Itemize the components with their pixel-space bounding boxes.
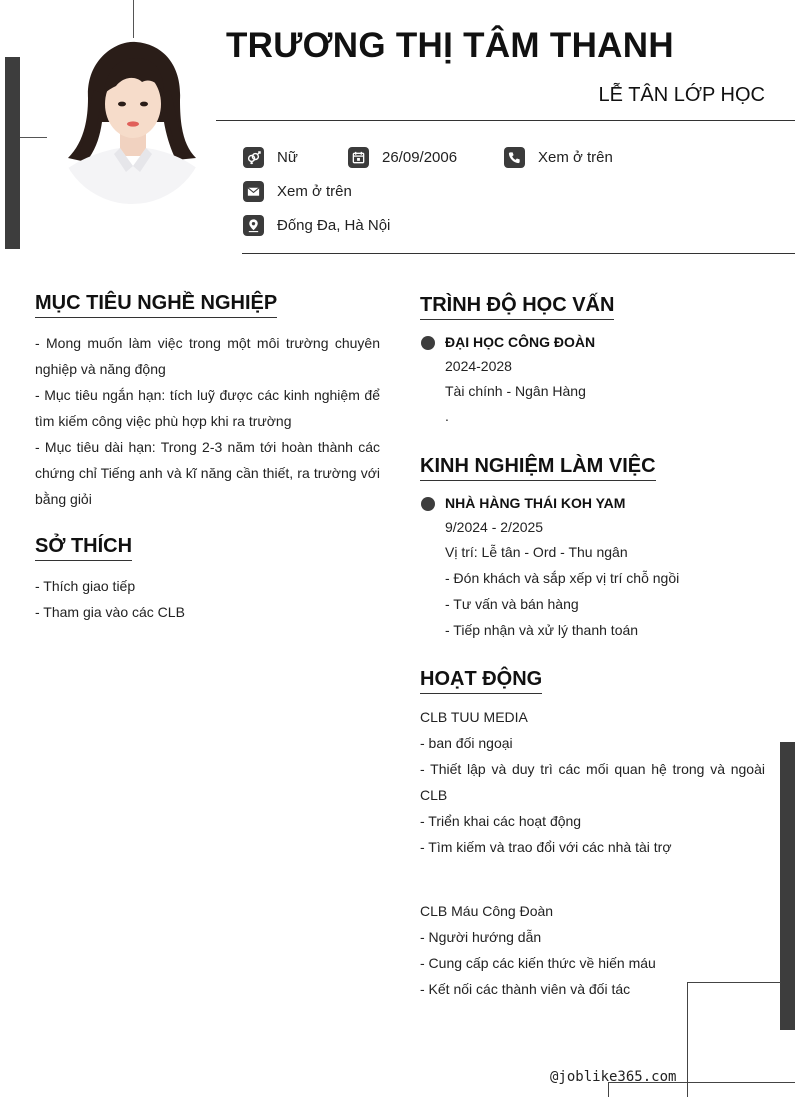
- club-line: - Cung cấp các kiến thức về hiến máu: [420, 955, 656, 971]
- left-accent-bar: [5, 57, 20, 249]
- candidate-name: TRƯƠNG THỊ TÂM THANH: [226, 26, 674, 65]
- club-line: - ban đối ngoại: [420, 735, 513, 751]
- company-name: NHÀ HÀNG THÁI KOH YAM: [445, 495, 626, 511]
- job-title: LỄ TÂN LỚP HỌC: [598, 84, 765, 106]
- education-period: 2024-2028: [445, 358, 512, 374]
- contact-rule: [242, 253, 795, 254]
- club-line: - Người hướng dẫn: [420, 929, 542, 945]
- phone-icon: [504, 147, 525, 168]
- experience-bullet: [421, 497, 435, 511]
- gender-icon: [243, 147, 264, 168]
- experience-heading: KINH NGHIỆM LÀM VIỆC: [420, 455, 656, 481]
- right-accent-bar: [780, 742, 795, 1030]
- experience-position: Vị trí: Lễ tân - Ord - Thu ngân: [445, 544, 628, 560]
- profile-photo: [58, 38, 206, 204]
- contact-phone: [504, 147, 613, 168]
- objective-line: - Mục tiêu ngắn hạn: tích luỹ được các kinh nghiệm để tìm kiếm công việc phù hợp khi ra trường: [35, 387, 380, 429]
- objective-line: - Mục tiêu dài hạn: Trong 2-3 năm tới hoàn thành các chứng chỉ Tiếng anh và kĩ năng cần thiết, ra trường với bằng giỏi: [35, 439, 380, 507]
- education-bullet: [421, 336, 435, 350]
- club-name: CLB Máu Công Đoàn: [420, 903, 554, 919]
- objective-heading: MỤC TIÊU NGHỀ NGHIỆP: [35, 292, 277, 318]
- contact-email: [243, 181, 352, 202]
- club-line: - Kết nối các thành viên và đối tác: [420, 981, 631, 997]
- club-name: CLB TUU MEDIA: [420, 709, 528, 725]
- activities-club1: [420, 704, 765, 860]
- photo-divider-line: [20, 137, 47, 138]
- activities-club2: [420, 898, 765, 1002]
- watermark: @joblike365.com: [550, 1069, 677, 1085]
- experience-period: 9/2024 - 2/2025: [445, 519, 544, 535]
- club-line: - Tìm kiếm và trao đổi với các nhà tài trợ: [420, 839, 672, 855]
- experience-duty: - Tư vấn và bán hàng: [445, 596, 579, 612]
- experience-duty: - Đón khách và sắp xếp vị trí chỗ ngồi: [445, 570, 680, 586]
- experience-duty: - Tiếp nhận và xử lý thanh toán: [445, 622, 639, 638]
- hobby-line: - Thích giao tiếp: [35, 578, 136, 594]
- email-value: Xem ở trên: [277, 183, 352, 200]
- hobby-line: - Tham gia vào các CLB: [35, 604, 185, 620]
- gender-value: Nữ: [277, 149, 298, 166]
- education-heading: TRÌNH ĐỘ HỌC VẤN: [420, 294, 614, 320]
- header-rule: [216, 120, 795, 121]
- hobbies-text: [35, 573, 380, 625]
- contact-birthdate: [348, 147, 457, 168]
- phone-value: Xem ở trên: [538, 149, 613, 166]
- contact-gender: [243, 147, 298, 168]
- contact-address: [243, 215, 390, 236]
- hobbies-heading: SỞ THÍCH: [35, 535, 132, 561]
- objective-text: [35, 330, 380, 512]
- club-line: - Triển khai các hoạt động: [420, 813, 582, 829]
- education-note: .: [445, 408, 449, 424]
- calendar-icon: [348, 147, 369, 168]
- address-value: Đống Đa, Hà Nội: [277, 217, 391, 234]
- club-line: - Thiết lập và duy trì các mối quan hệ trong và ngoài CLB: [420, 761, 765, 803]
- education-major: Tài chính - Ngân Hàng: [445, 383, 586, 399]
- email-icon: [243, 181, 264, 202]
- location-icon: [243, 215, 264, 236]
- top-divider-line: [133, 0, 134, 38]
- school-name: ĐẠI HỌC CÔNG ĐOÀN: [445, 334, 596, 350]
- activities-heading: HOẠT ĐỘNG: [420, 668, 542, 694]
- objective-line: - Mong muốn làm việc trong một môi trường chuyên nghiệp và năng động: [35, 335, 380, 377]
- birthdate-value: 26/09/2006: [382, 149, 458, 166]
